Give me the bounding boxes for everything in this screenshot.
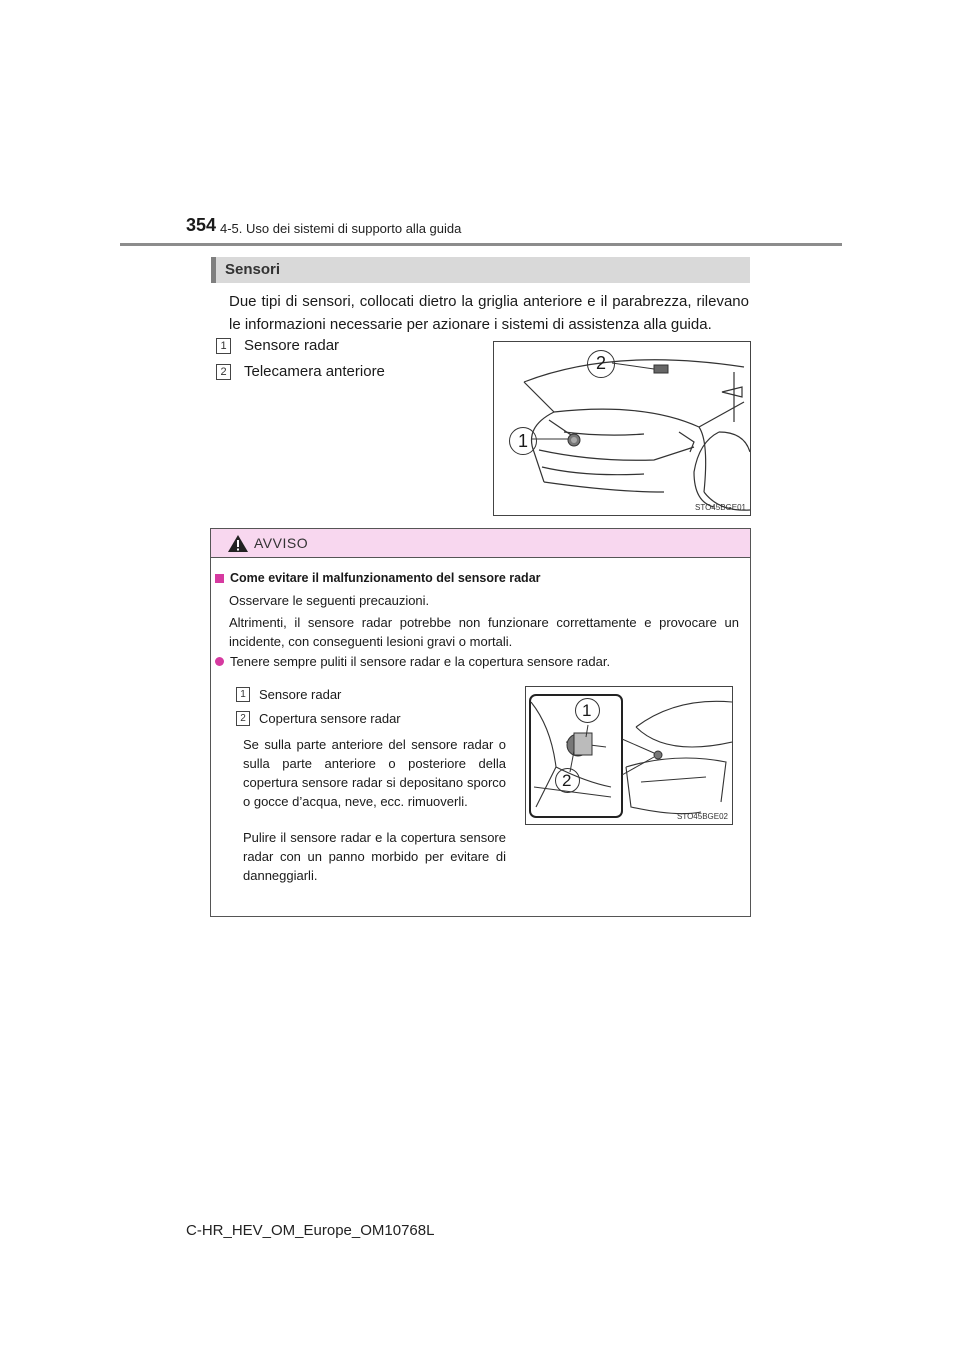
- car-front-illustration: [493, 341, 751, 516]
- square-bullet-icon: [215, 574, 224, 583]
- list-item-label: Sensore radar: [259, 687, 342, 702]
- radar-sensor-drawing: [526, 687, 732, 824]
- section-bar-edge: [211, 257, 216, 283]
- warning-paragraph: Altrimenti, il sensore radar potrebbe non funzionare correttamente e provocare un incidente, con conseguenti lesioni gravi o mortali.: [229, 615, 739, 649]
- figure-code: STO45BGE01: [695, 503, 746, 512]
- callout-1: 1: [518, 431, 529, 451]
- warning-label: AVVISO: [254, 535, 309, 551]
- warning-icon: [227, 534, 249, 553]
- warning-header: [211, 529, 750, 558]
- list-item: [216, 337, 339, 354]
- callout-circle: [575, 698, 600, 723]
- circle-bullet-icon: [215, 657, 224, 666]
- header-rule: [120, 243, 842, 246]
- list-item-label: Telecamera anteriore: [244, 363, 385, 380]
- callout-circle: [587, 350, 615, 378]
- radar-sensor-illustration: [525, 686, 733, 825]
- list-item: [216, 363, 385, 380]
- warning-bullet: [215, 654, 610, 669]
- callout-1: 1: [582, 701, 592, 720]
- callout-circle: [509, 427, 537, 455]
- callout-2: 2: [596, 353, 607, 373]
- number-badge: 2: [236, 711, 250, 726]
- warning-sub-paragraph: Se sulla parte anteriore del sensore radar o sulla parte anteriore o posteriore della copertura sensore radar si depositano sporco o gocce d’acqua, neve, ecc. rimuoverli.: [243, 737, 506, 809]
- chapter-title: 4-5. Uso dei sistemi di supporto alla guida: [220, 221, 462, 236]
- warning-heading: [215, 571, 541, 585]
- section-title: Sensori: [225, 261, 281, 278]
- number-badge: 1: [216, 338, 231, 354]
- warning-sub-paragraph: Pulire il sensore radar e la copertura sensore radar con un panno morbido per evitare di danneggiarli.: [243, 830, 506, 883]
- warning-bullet-text: Tenere sempre puliti il sensore radar e la copertura sensore radar.: [230, 654, 611, 669]
- list-item: [236, 687, 341, 702]
- section-bar: [211, 257, 750, 283]
- number-badge: 1: [236, 687, 250, 702]
- page-number: 354: [186, 215, 217, 235]
- figure-code: STO45BGE02: [677, 812, 728, 821]
- callout-2: 2: [562, 771, 572, 790]
- footer-doc-id: C-HR_HEV_OM_Europe_OM10768L: [186, 1222, 435, 1239]
- callout-circle: [555, 768, 580, 793]
- list-item-label: Sensore radar: [244, 337, 340, 354]
- number-badge: 2: [216, 364, 231, 380]
- warning-paragraph: Osservare le seguenti precauzioni.: [229, 593, 430, 608]
- warning-heading-text: Come evitare il malfunzionamento del sensore radar: [230, 571, 541, 585]
- section-intro: Due tipi di sensori, collocati dietro la griglia anteriore e il parabrezza, rilevano le informazioni necessarie per azionare i sistemi di assistenza alla guida.: [229, 293, 749, 333]
- list-item: [236, 711, 401, 726]
- car-front-drawing: [494, 342, 750, 515]
- list-item-label: Copertura sensore radar: [259, 711, 401, 726]
